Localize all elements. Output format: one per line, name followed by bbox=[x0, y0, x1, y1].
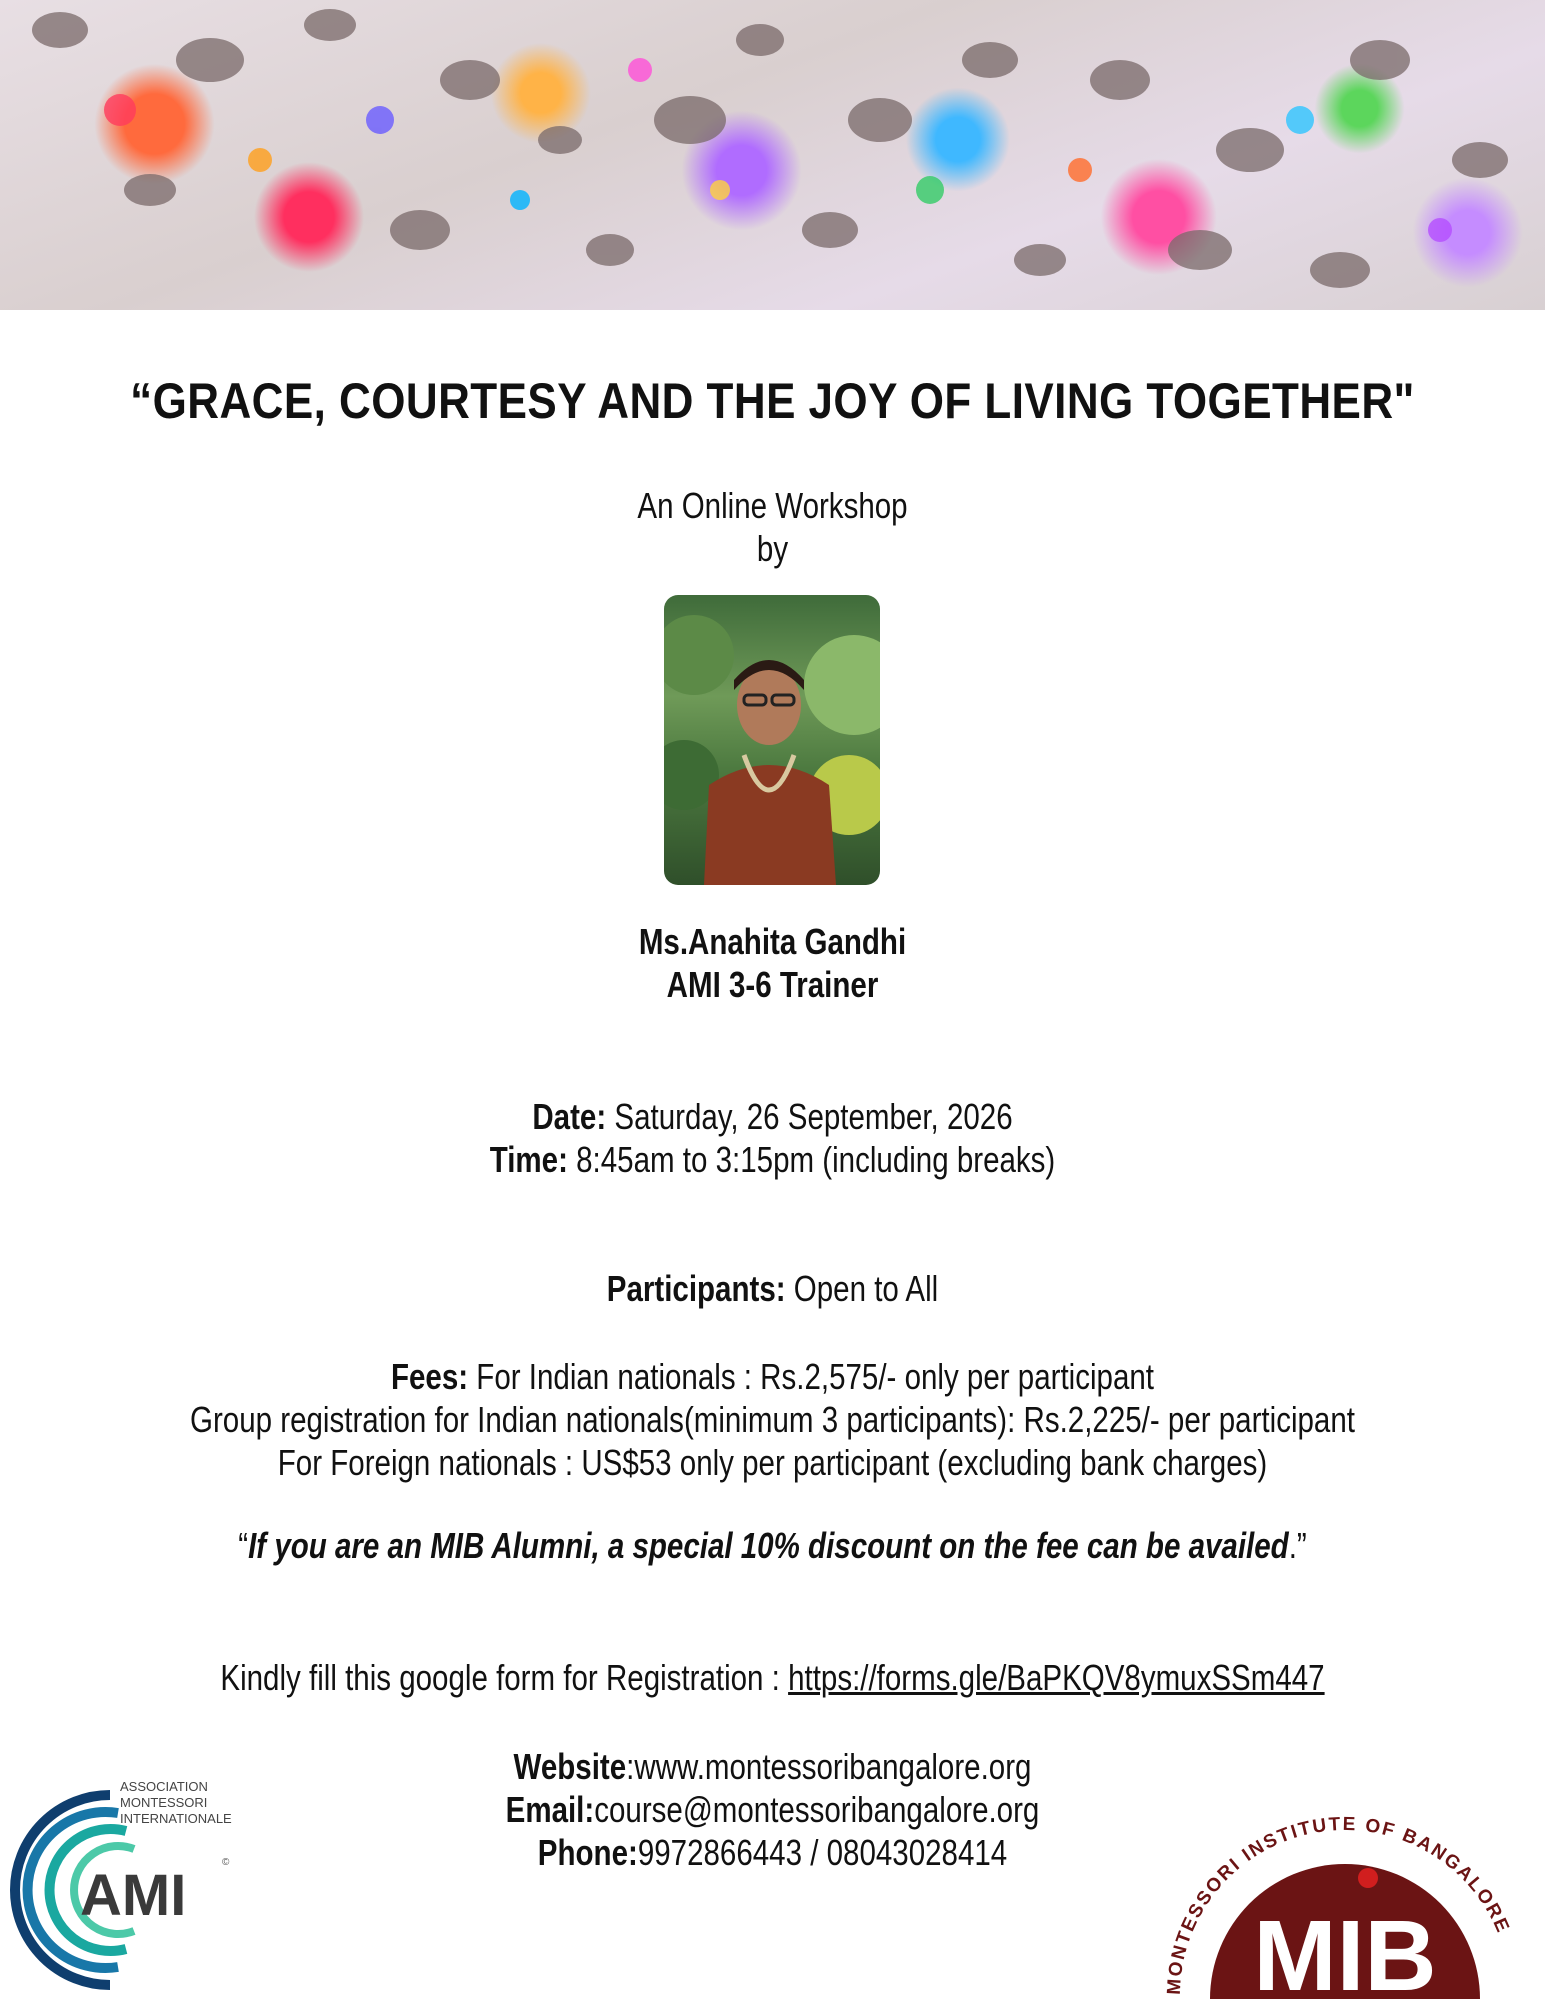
discount-text: If you are an MIB Alumni, a special 10% discount on the fee can be availed bbox=[248, 1525, 1289, 1566]
website-line bbox=[139, 1745, 1406, 1788]
website-value[interactable]: :www.montessoribangalore.org bbox=[626, 1746, 1032, 1787]
subtitle-line-1: An Online Workshop bbox=[637, 485, 908, 526]
subtitle-line-2: by bbox=[756, 528, 789, 569]
registration-link[interactable]: https://forms.gle/BaPKQV8ymuxSSm447 bbox=[788, 1657, 1325, 1698]
email-label: Email: bbox=[505, 1789, 595, 1830]
fees-block bbox=[139, 1355, 1406, 1484]
phone-value: 9972866443 / 08043028414 bbox=[637, 1832, 1008, 1873]
email-value[interactable]: course@montessoribangalore.org bbox=[594, 1789, 1040, 1830]
registration-line bbox=[139, 1656, 1406, 1699]
schedule-block bbox=[139, 1095, 1406, 1181]
fees-foreign: For Foreign nationals : US$53 only per participant (excluding bank charges) bbox=[277, 1442, 1268, 1483]
colored-powder-stones bbox=[0, 0, 1545, 310]
presenter-name: Ms.Anahita Gandhi bbox=[638, 921, 907, 962]
ami-text-internationale: INTERNATIONALE bbox=[120, 1811, 232, 1826]
workshop-subtitle bbox=[139, 484, 1406, 570]
registration-text: Kindly fill this google form for Registration : bbox=[220, 1657, 789, 1698]
fees-group: Group registration for Indian nationals(minimum 3 participants): Rs.2,225/- per participant bbox=[190, 1399, 1355, 1440]
mib-wordmark: MIB bbox=[1253, 1900, 1437, 1999]
workshop-title: “GRACE, COURTESY AND THE JOY OF LIVING TOGETHER" bbox=[130, 373, 1415, 429]
presenter-photo bbox=[664, 595, 880, 885]
ami-logo bbox=[0, 1775, 260, 1999]
participants-line bbox=[139, 1267, 1406, 1310]
mib-logo bbox=[1140, 1790, 1545, 1999]
fees-indian-line bbox=[139, 1355, 1406, 1398]
date-value: Saturday, 26 September, 2026 bbox=[606, 1096, 1013, 1137]
ami-text-montessori: MONTESSORI bbox=[120, 1795, 208, 1810]
ami-text-association: ASSOCIATION bbox=[120, 1779, 208, 1794]
discount-open-quote: “ bbox=[238, 1525, 249, 1566]
participants-value: Open to All bbox=[785, 1268, 939, 1309]
presenter-role: AMI 3-6 Trainer bbox=[666, 964, 879, 1005]
presenter-info bbox=[139, 920, 1406, 1006]
date-line bbox=[139, 1095, 1406, 1138]
time-label: Time: bbox=[489, 1139, 568, 1180]
date-label: Date: bbox=[532, 1096, 607, 1137]
fees-indian: For Indian nationals : Rs.2,575/- only per participant bbox=[468, 1356, 1155, 1397]
time-line bbox=[139, 1138, 1406, 1181]
participants-label: Participants: bbox=[606, 1268, 786, 1309]
discount-close-quote: .” bbox=[1288, 1525, 1307, 1566]
fees-label: Fees: bbox=[390, 1356, 469, 1397]
phone-label: Phone: bbox=[537, 1832, 638, 1873]
header-banner-image bbox=[0, 0, 1545, 310]
svg-text:©: © bbox=[222, 1857, 230, 1868]
time-value: 8:45am to 3:15pm (including breaks) bbox=[567, 1139, 1056, 1180]
website-label: Website bbox=[513, 1746, 627, 1787]
alumni-discount bbox=[139, 1524, 1406, 1567]
mib-arc-text: MONTESSORI INSTITUTE OF BANGALORE bbox=[1163, 1813, 1514, 1996]
ami-wordmark: AMI bbox=[80, 1863, 187, 1928]
